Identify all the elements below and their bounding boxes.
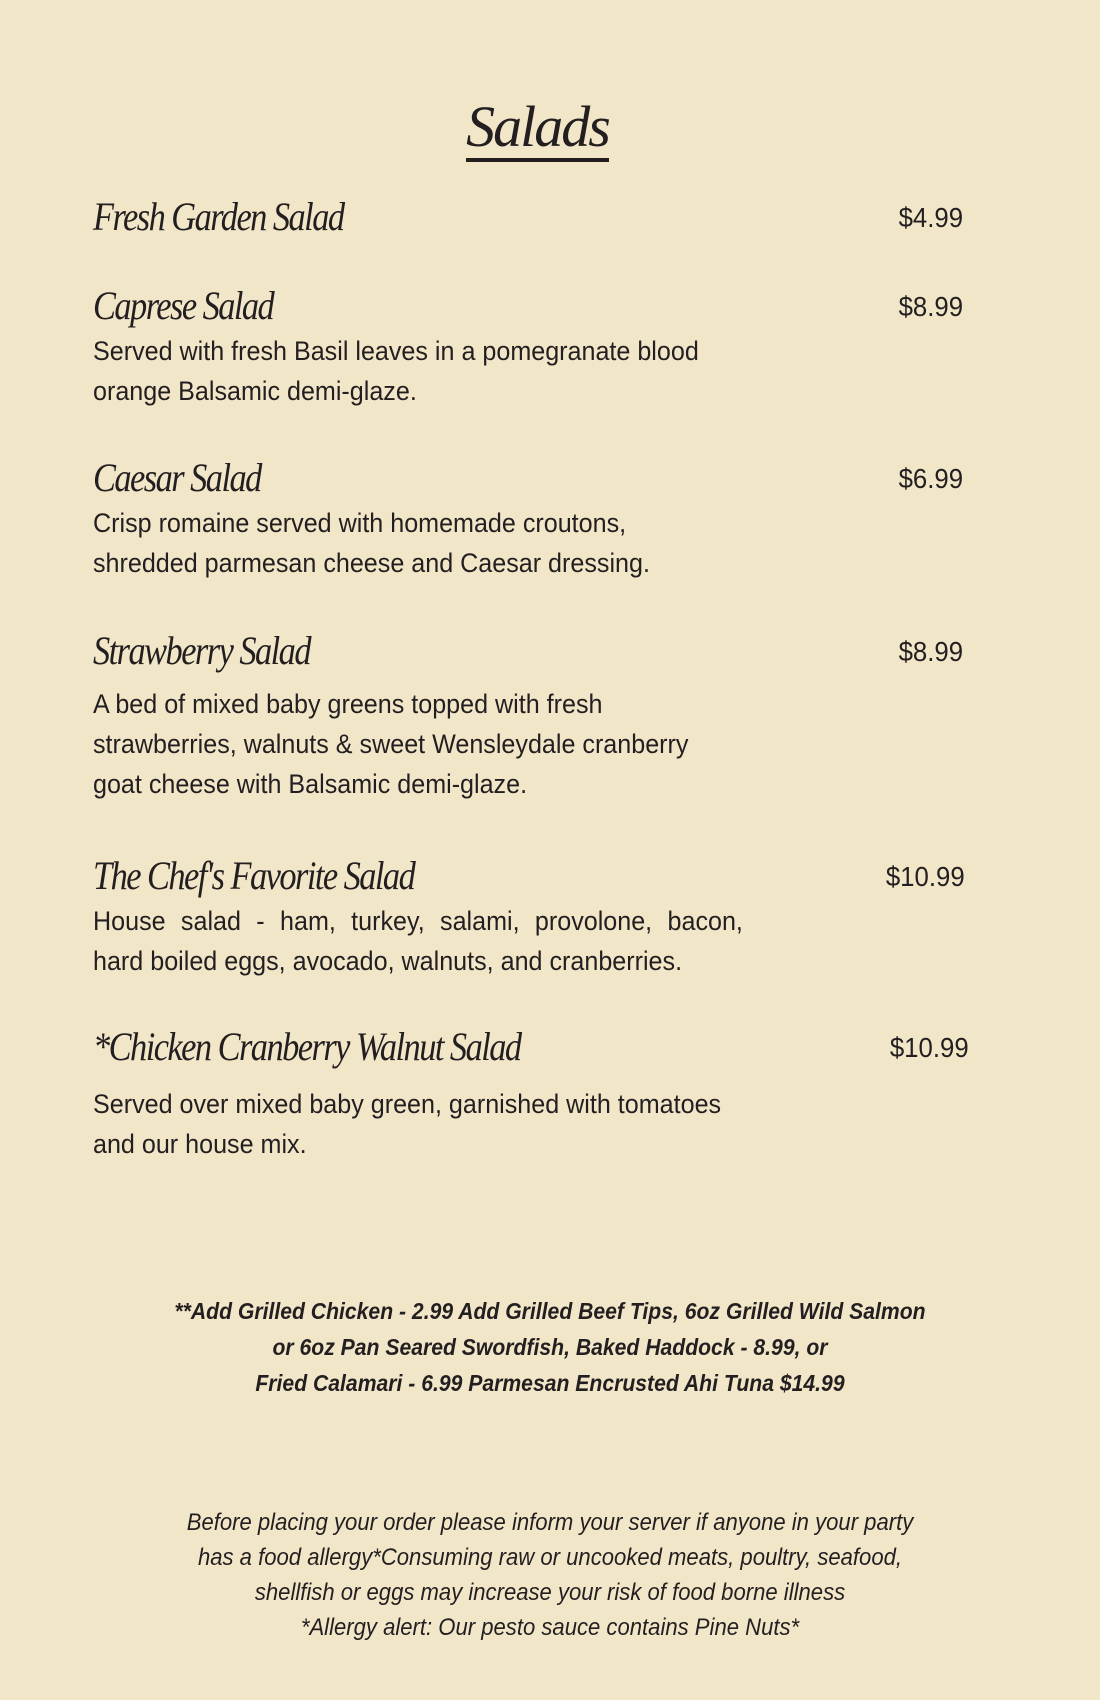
menu-item — [93, 853, 963, 981]
description-line: goat cheese with Balsamic demi-glaze. — [93, 769, 528, 799]
description-line: hard boiled eggs, avocado, walnuts, and cranberries. — [93, 946, 683, 976]
item-description — [93, 331, 814, 411]
allergy-line: shellfish or eggs may increase your risk of food borne illness — [254, 1579, 846, 1606]
allergy-line: has a food allergy*Consuming raw or uncooked meats, poultry, seafood, — [197, 1544, 903, 1571]
menu-item — [93, 283, 963, 411]
item-description — [93, 1084, 814, 1164]
menu-item — [93, 1024, 969, 1164]
addons-line: or 6oz Pan Seared Swordfish, Baked Haddock - 8.99, or — [272, 1334, 828, 1360]
description-line: Crisp romaine served with homemade croutons, — [93, 508, 627, 538]
menu-item — [93, 455, 963, 583]
item-price: $10.99 — [886, 861, 965, 892]
description-line: shredded parmesan cheese and Caesar dressing. — [93, 548, 650, 578]
allergy-line: *Allergy alert: Our pesto sauce contains Pine Nuts* — [300, 1614, 800, 1641]
item-name: The Chef's Favorite Salad — [93, 853, 415, 898]
item-name: Fresh Garden Salad — [93, 194, 344, 239]
menu-item — [93, 628, 963, 804]
description-line: orange Balsamic demi-glaze. — [93, 376, 417, 406]
addons-note — [0, 1293, 1100, 1401]
addons-line: Fried Calamari - 6.99 Parmesan Encrusted Ahi Tuna $14.99 — [255, 1370, 845, 1396]
item-price: $6.99 — [898, 463, 963, 494]
item-name: Caesar Salad — [93, 455, 261, 500]
allergy-notice — [0, 1505, 1100, 1645]
description-line: Served over mixed baby green, garnished with tomatoes — [93, 1089, 722, 1119]
description-line: and our house mix. — [93, 1129, 307, 1159]
addons-line: **Add Grilled Chicken - 2.99 Add Grilled Beef Tips, 6oz Grilled Wild Salmon — [174, 1298, 926, 1324]
item-price: $8.99 — [898, 636, 963, 667]
description-line: strawberries, walnuts & sweet Wensleydale cranberry — [93, 729, 689, 759]
description-line: House salad - ham, turkey, salami, provolone, bacon, — [93, 906, 743, 936]
menu-item — [93, 194, 963, 240]
item-price: $4.99 — [898, 202, 963, 233]
item-price: $10.99 — [890, 1032, 969, 1063]
page-title — [0, 92, 1075, 162]
item-name: Strawberry Salad — [93, 628, 311, 673]
description-line: A bed of mixed baby greens topped with fresh — [93, 689, 603, 719]
item-description — [93, 503, 814, 583]
item-name: *Chicken Cranberry Walnut Salad — [93, 1024, 521, 1069]
item-description — [93, 684, 814, 804]
allergy-line: Before placing your order please inform your server if anyone in your party — [186, 1509, 914, 1536]
page-title-text: Salads — [466, 96, 609, 162]
item-name: Caprese Salad — [93, 283, 274, 328]
item-description — [93, 901, 814, 981]
item-price: $8.99 — [898, 291, 963, 322]
description-line: Served with fresh Basil leaves in a pomegranate blood — [93, 336, 699, 366]
